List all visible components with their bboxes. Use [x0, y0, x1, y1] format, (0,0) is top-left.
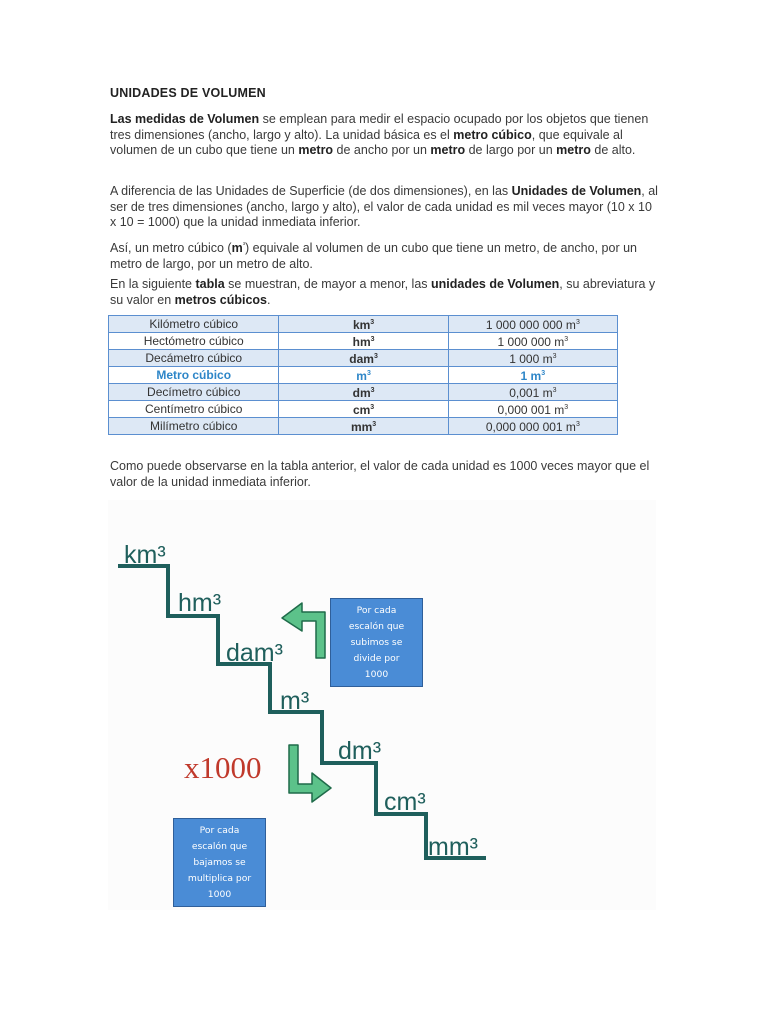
step-label-mm: mm³	[428, 833, 478, 861]
page-title: UNIDADES DE VOLUMEN	[110, 86, 266, 100]
table-row-highlighted	[109, 367, 618, 384]
unit-name-cell: Kilómetro cúbico	[109, 316, 279, 333]
value-text: 0,001 m	[509, 386, 553, 400]
superscript: 3	[366, 370, 371, 377]
text-run: , su abreviatura y su valor en	[110, 277, 656, 307]
bold-term: Las medidas de Volumen	[110, 112, 260, 126]
superscript: 3	[575, 421, 580, 428]
abbr-text: m	[356, 369, 367, 383]
text-run: se muestran, de mayor a menor, las	[224, 277, 432, 291]
unit-value-cell	[448, 350, 617, 367]
abbr-text: dm	[352, 386, 371, 400]
step-label-cm: cm³	[384, 788, 426, 816]
unit-abbr-cell	[279, 316, 448, 333]
abbr-text: km	[352, 318, 371, 332]
unit-value-cell	[448, 367, 617, 384]
box-line: Por cada	[199, 825, 240, 836]
table-intro-paragraph	[110, 277, 658, 308]
box-line: multiplica por	[187, 873, 252, 884]
superscript: 3	[541, 370, 546, 377]
superscript: 3	[370, 387, 375, 394]
step-label-km: km³	[124, 541, 166, 569]
box-line: escalón que	[348, 621, 405, 632]
box-line: bajamos se	[193, 857, 246, 868]
bold-term: m	[231, 241, 243, 256]
unit-abbr-cell	[279, 418, 448, 435]
superscript: 3	[575, 319, 580, 326]
text-run: se emplean para medir el espacio ocupado por los objetos que tienen tres dimensiones (ancho, largo y alto). La unidad básica es el	[110, 112, 649, 142]
superscript: 3	[552, 353, 557, 360]
table-row	[109, 384, 618, 401]
box-line: 1000	[364, 669, 389, 680]
text-run: , al ser de tres dimensiones (ancho, largo y alto), el valor de cada unidad es mil veces mayor (10 x 10 x 10 = 1000) que la unidad inmediata inferior.	[110, 184, 658, 229]
value-text: 1 000 000 m	[497, 335, 565, 349]
text-run: .	[267, 292, 271, 307]
step-label-dm: dm³	[338, 737, 382, 765]
bold-term: metros cúbicos	[174, 292, 268, 307]
unit-value-cell	[448, 384, 617, 401]
unit-name-cell: Centímetro cúbico	[109, 401, 279, 418]
unit-abbr-cell	[279, 384, 448, 401]
superscript: 3	[373, 353, 378, 360]
value-text: 0,000 001 m	[497, 403, 565, 417]
divide-info-box	[330, 598, 423, 687]
table-row	[109, 401, 618, 418]
arrow-down-right-icon	[289, 745, 331, 802]
text-run: En la siguiente	[110, 277, 196, 291]
step-label-hm: hm³	[178, 589, 222, 617]
text-run: de alto.	[590, 143, 636, 157]
superscript: 3	[564, 404, 569, 411]
bold-term: tabla	[195, 277, 225, 291]
table-row	[109, 316, 618, 333]
superscript: 3	[370, 319, 375, 326]
multiplier-label: x1000	[184, 750, 262, 785]
bold-term: metro cúbico	[453, 127, 532, 142]
bold-term: metro	[556, 143, 591, 157]
superscript: 3	[552, 387, 557, 394]
superscript: 3	[564, 336, 569, 343]
bold-term: metro	[298, 143, 334, 157]
comparison-paragraph	[110, 184, 658, 231]
abbr-text: hm	[352, 335, 371, 349]
intro-paragraph	[110, 112, 658, 159]
unit-abbr-cell	[279, 333, 448, 350]
table-row	[109, 333, 618, 350]
unit-name-cell: Metro cúbico	[109, 367, 279, 384]
superscript: 3	[370, 336, 375, 343]
box-line: subimos se	[350, 637, 403, 648]
value-text: 1 000 000 000 m	[485, 318, 576, 332]
arrow-up-left-icon	[282, 603, 325, 658]
table-row	[109, 418, 618, 435]
step-label-dam: dam³	[226, 639, 283, 667]
bold-term: Unidades de Volumen	[511, 184, 642, 198]
value-text: 0,000 000 001 m	[485, 420, 576, 434]
multiply-info-box	[173, 818, 266, 907]
text-run: ) equivale al volumen de un cubo que tiene un metro, de ancho, por un metro de largo, por un metro de alto.	[110, 241, 637, 271]
bold-term: metro	[430, 143, 466, 157]
text-run: , que equivale al volumen de un cubo que tiene un	[110, 127, 623, 157]
box-line: escalón que	[191, 841, 248, 852]
text-run: de ancho por un	[333, 143, 431, 157]
box-line: 1000	[207, 889, 232, 900]
unit-value-cell	[448, 333, 617, 350]
unit-abbr-cell	[279, 401, 448, 418]
box-line: Por cada	[356, 605, 397, 616]
superscript: 3	[372, 421, 377, 428]
abbr-text: mm	[350, 420, 373, 434]
text-run: A diferencia de las Unidades de Superficie (de dos dimensiones), en las	[110, 184, 512, 198]
value-text: 1 000 m	[509, 352, 553, 366]
abbr-text: cm	[352, 403, 371, 417]
conclusion-paragraph: Como puede observarse en la tabla anterior, el valor de cada unidad es 1000 veces mayor que el valor de la unidad inmediata inferior.	[110, 459, 650, 489]
text-run: de largo por un	[465, 143, 557, 157]
unit-name-cell: Decámetro cúbico	[109, 350, 279, 367]
table-row	[109, 350, 618, 367]
bold-term: unidades de Volumen	[431, 277, 560, 291]
unit-value-cell	[448, 316, 617, 333]
unit-name-cell: Hectómetro cúbico	[109, 333, 279, 350]
unit-name-cell: Decímetro cúbico	[109, 384, 279, 401]
superscript: 3	[370, 404, 375, 411]
unit-abbr-cell	[279, 367, 448, 384]
value-text: 1 m	[520, 369, 542, 383]
volume-units-table	[108, 315, 618, 435]
cubic-meter-paragraph	[110, 238, 658, 272]
unit-name-cell: Milímetro cúbico	[109, 418, 279, 435]
abbr-text: dam	[349, 352, 374, 366]
unit-abbr-cell	[279, 350, 448, 367]
box-line: divide por	[353, 653, 400, 664]
text-run: Así, un metro cúbico (	[110, 241, 232, 256]
unit-value-cell	[448, 401, 617, 418]
superscript: ³	[242, 242, 246, 249]
step-label-m: m³	[280, 687, 310, 715]
unit-value-cell	[448, 418, 617, 435]
